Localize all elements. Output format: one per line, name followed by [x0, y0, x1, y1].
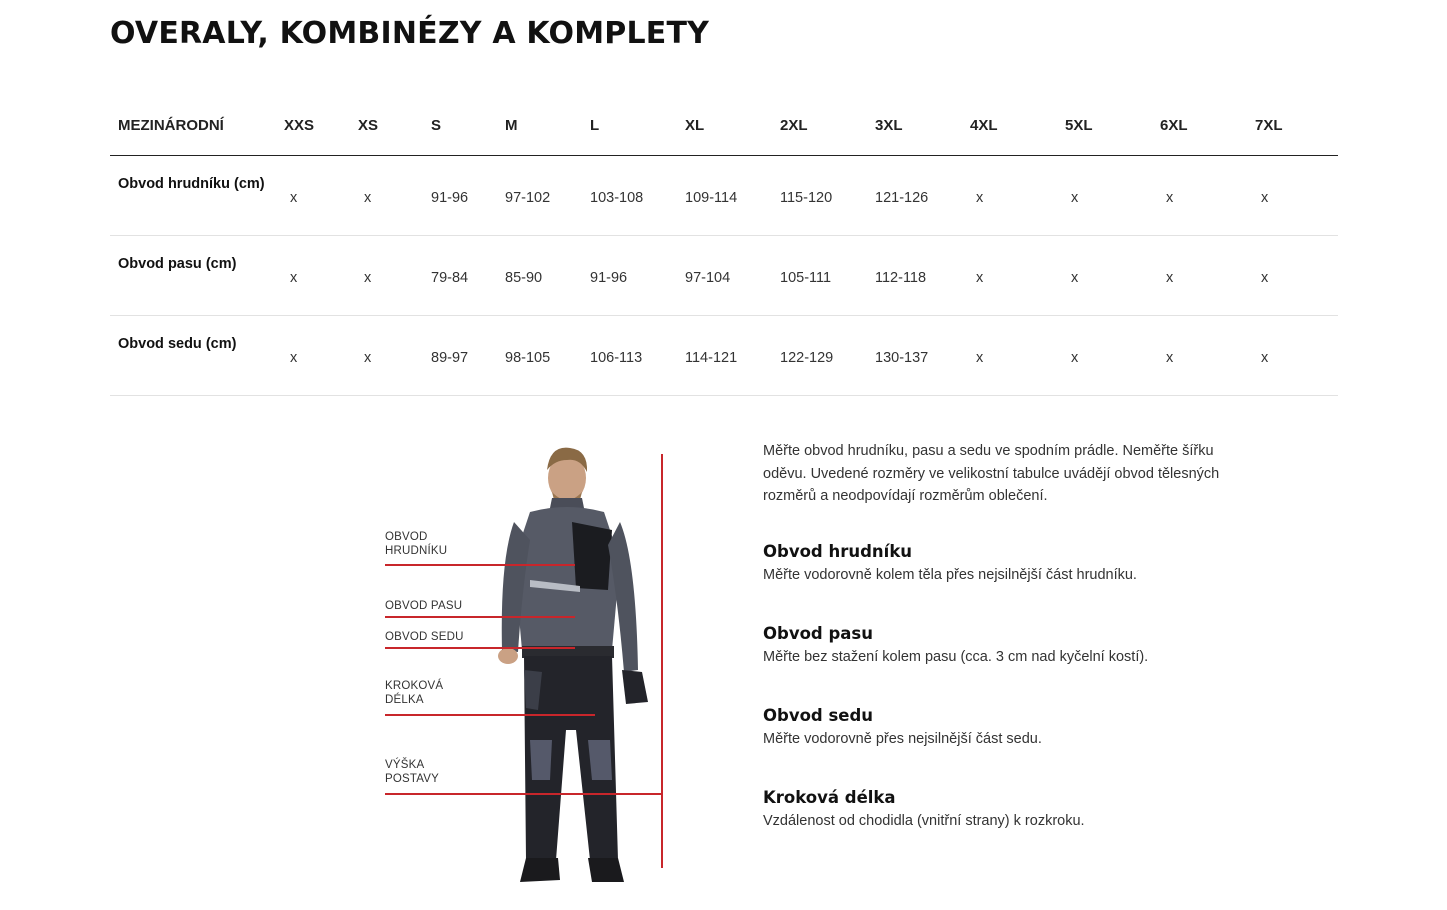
table-cell: 106-113 — [582, 316, 677, 396]
term-inseam — [763, 788, 1223, 829]
term-chest — [763, 542, 1223, 583]
term-title: Kroková délka — [763, 788, 896, 807]
table-row — [110, 316, 1338, 396]
term-text: Vzdálenost od chodidla (vnitřní strany) k rozkroku. — [763, 813, 1085, 829]
inseam-line — [385, 714, 595, 716]
table-cell: x — [1057, 156, 1152, 236]
table-cell: x — [350, 316, 423, 396]
table-cell: 115-120 — [772, 156, 867, 236]
term-title: Obvod hrudníku — [763, 542, 913, 561]
table-cell: x — [1247, 156, 1338, 236]
term-title: Obvod sedu — [763, 706, 874, 725]
term-hips — [763, 706, 1223, 747]
column-header: L — [582, 95, 677, 156]
size-table — [110, 95, 1338, 396]
table-cell: x — [276, 236, 350, 316]
table-cell: x — [962, 316, 1057, 396]
table-cell: x — [962, 156, 1057, 236]
column-header: 5XL — [1057, 95, 1152, 156]
table-row — [110, 236, 1338, 316]
column-header: XS — [350, 95, 423, 156]
height-line — [385, 793, 663, 795]
column-header: 6XL — [1152, 95, 1247, 156]
label-height: VÝŠKA POSTAVY — [385, 759, 440, 785]
term-text: Měřte vodorovně kolem těla přes nejsilnější část hrudníku. — [763, 567, 1137, 583]
table-cell: 89-97 — [423, 316, 497, 396]
measurement-figure — [380, 440, 680, 890]
table-cell: x — [1152, 156, 1247, 236]
table-cell: 122-129 — [772, 316, 867, 396]
table-cell: 112-118 — [867, 236, 962, 316]
term-waist — [763, 624, 1223, 665]
height-vertical-line — [661, 454, 663, 868]
intro-text: Měřte obvod hrudníku, pasu a sedu ve spodním prádle. Neměřte šířku oděvu. Uvedené rozměry ve velikostní tabulce uvádějí obvod tělesných rozměrů a neodpovídají rozměrům oblečení. — [763, 443, 1220, 504]
table-cell: 114-121 — [677, 316, 772, 396]
table-cell: x — [1152, 316, 1247, 396]
term-text: Měřte bez stažení kolem pasu (cca. 3 cm nad kyčelní kostí). — [763, 649, 1149, 665]
label-waist: OBVOD PASU — [385, 600, 463, 612]
label-inseam: KROKOVÁ DÉLKA — [385, 680, 444, 706]
table-cell: 91-96 — [582, 236, 677, 316]
row-label: Obvod hrudníku (cm) — [110, 156, 276, 236]
column-header: 4XL — [962, 95, 1057, 156]
label-hips: OBVOD SEDU — [385, 631, 464, 643]
table-row — [110, 156, 1338, 236]
chest-line — [385, 564, 575, 566]
hips-line — [385, 647, 575, 649]
column-header: 3XL — [867, 95, 962, 156]
table-cell: x — [962, 236, 1057, 316]
table-cell: x — [1057, 316, 1152, 396]
table-cell: x — [1057, 236, 1152, 316]
table-cell: 97-104 — [677, 236, 772, 316]
table-cell: 97-102 — [497, 156, 582, 236]
measurement-info — [763, 440, 1223, 829]
table-cell: 98-105 — [497, 316, 582, 396]
row-label: Obvod pasu (cm) — [110, 236, 276, 316]
table-cell: x — [350, 156, 423, 236]
column-header: 7XL — [1247, 95, 1338, 156]
table-cell: x — [276, 316, 350, 396]
table-cell: x — [1152, 236, 1247, 316]
table-cell: 103-108 — [582, 156, 677, 236]
table-cell: 105-111 — [772, 236, 867, 316]
label-chest: OBVOD HRUDNÍKU — [385, 531, 448, 557]
page-title: OVERALY, KOMBINÉZY A KOMPLETY — [110, 16, 710, 51]
term-title: Obvod pasu — [763, 624, 873, 643]
column-header: XL — [677, 95, 772, 156]
table-cell: 121-126 — [867, 156, 962, 236]
table-cell: 85-90 — [497, 236, 582, 316]
table-cell: x — [276, 156, 350, 236]
table-cell: 79-84 — [423, 236, 497, 316]
column-header: M — [497, 95, 582, 156]
table-cell: 91-96 — [423, 156, 497, 236]
term-text: Měřte vodorovně přes nejsilnější část sedu. — [763, 731, 1042, 747]
table-cell: 109-114 — [677, 156, 772, 236]
waist-line — [385, 616, 575, 618]
table-header-row — [110, 95, 1338, 156]
column-header: MEZINÁRODNÍ — [110, 95, 276, 156]
column-header: XXS — [276, 95, 350, 156]
table-cell: x — [1247, 316, 1338, 396]
row-label: Obvod sedu (cm) — [110, 316, 276, 396]
column-header: 2XL — [772, 95, 867, 156]
table-cell: 130-137 — [867, 316, 962, 396]
table-cell: x — [350, 236, 423, 316]
column-header: S — [423, 95, 497, 156]
worker-model-image — [380, 440, 680, 890]
table-cell: x — [1247, 236, 1338, 316]
